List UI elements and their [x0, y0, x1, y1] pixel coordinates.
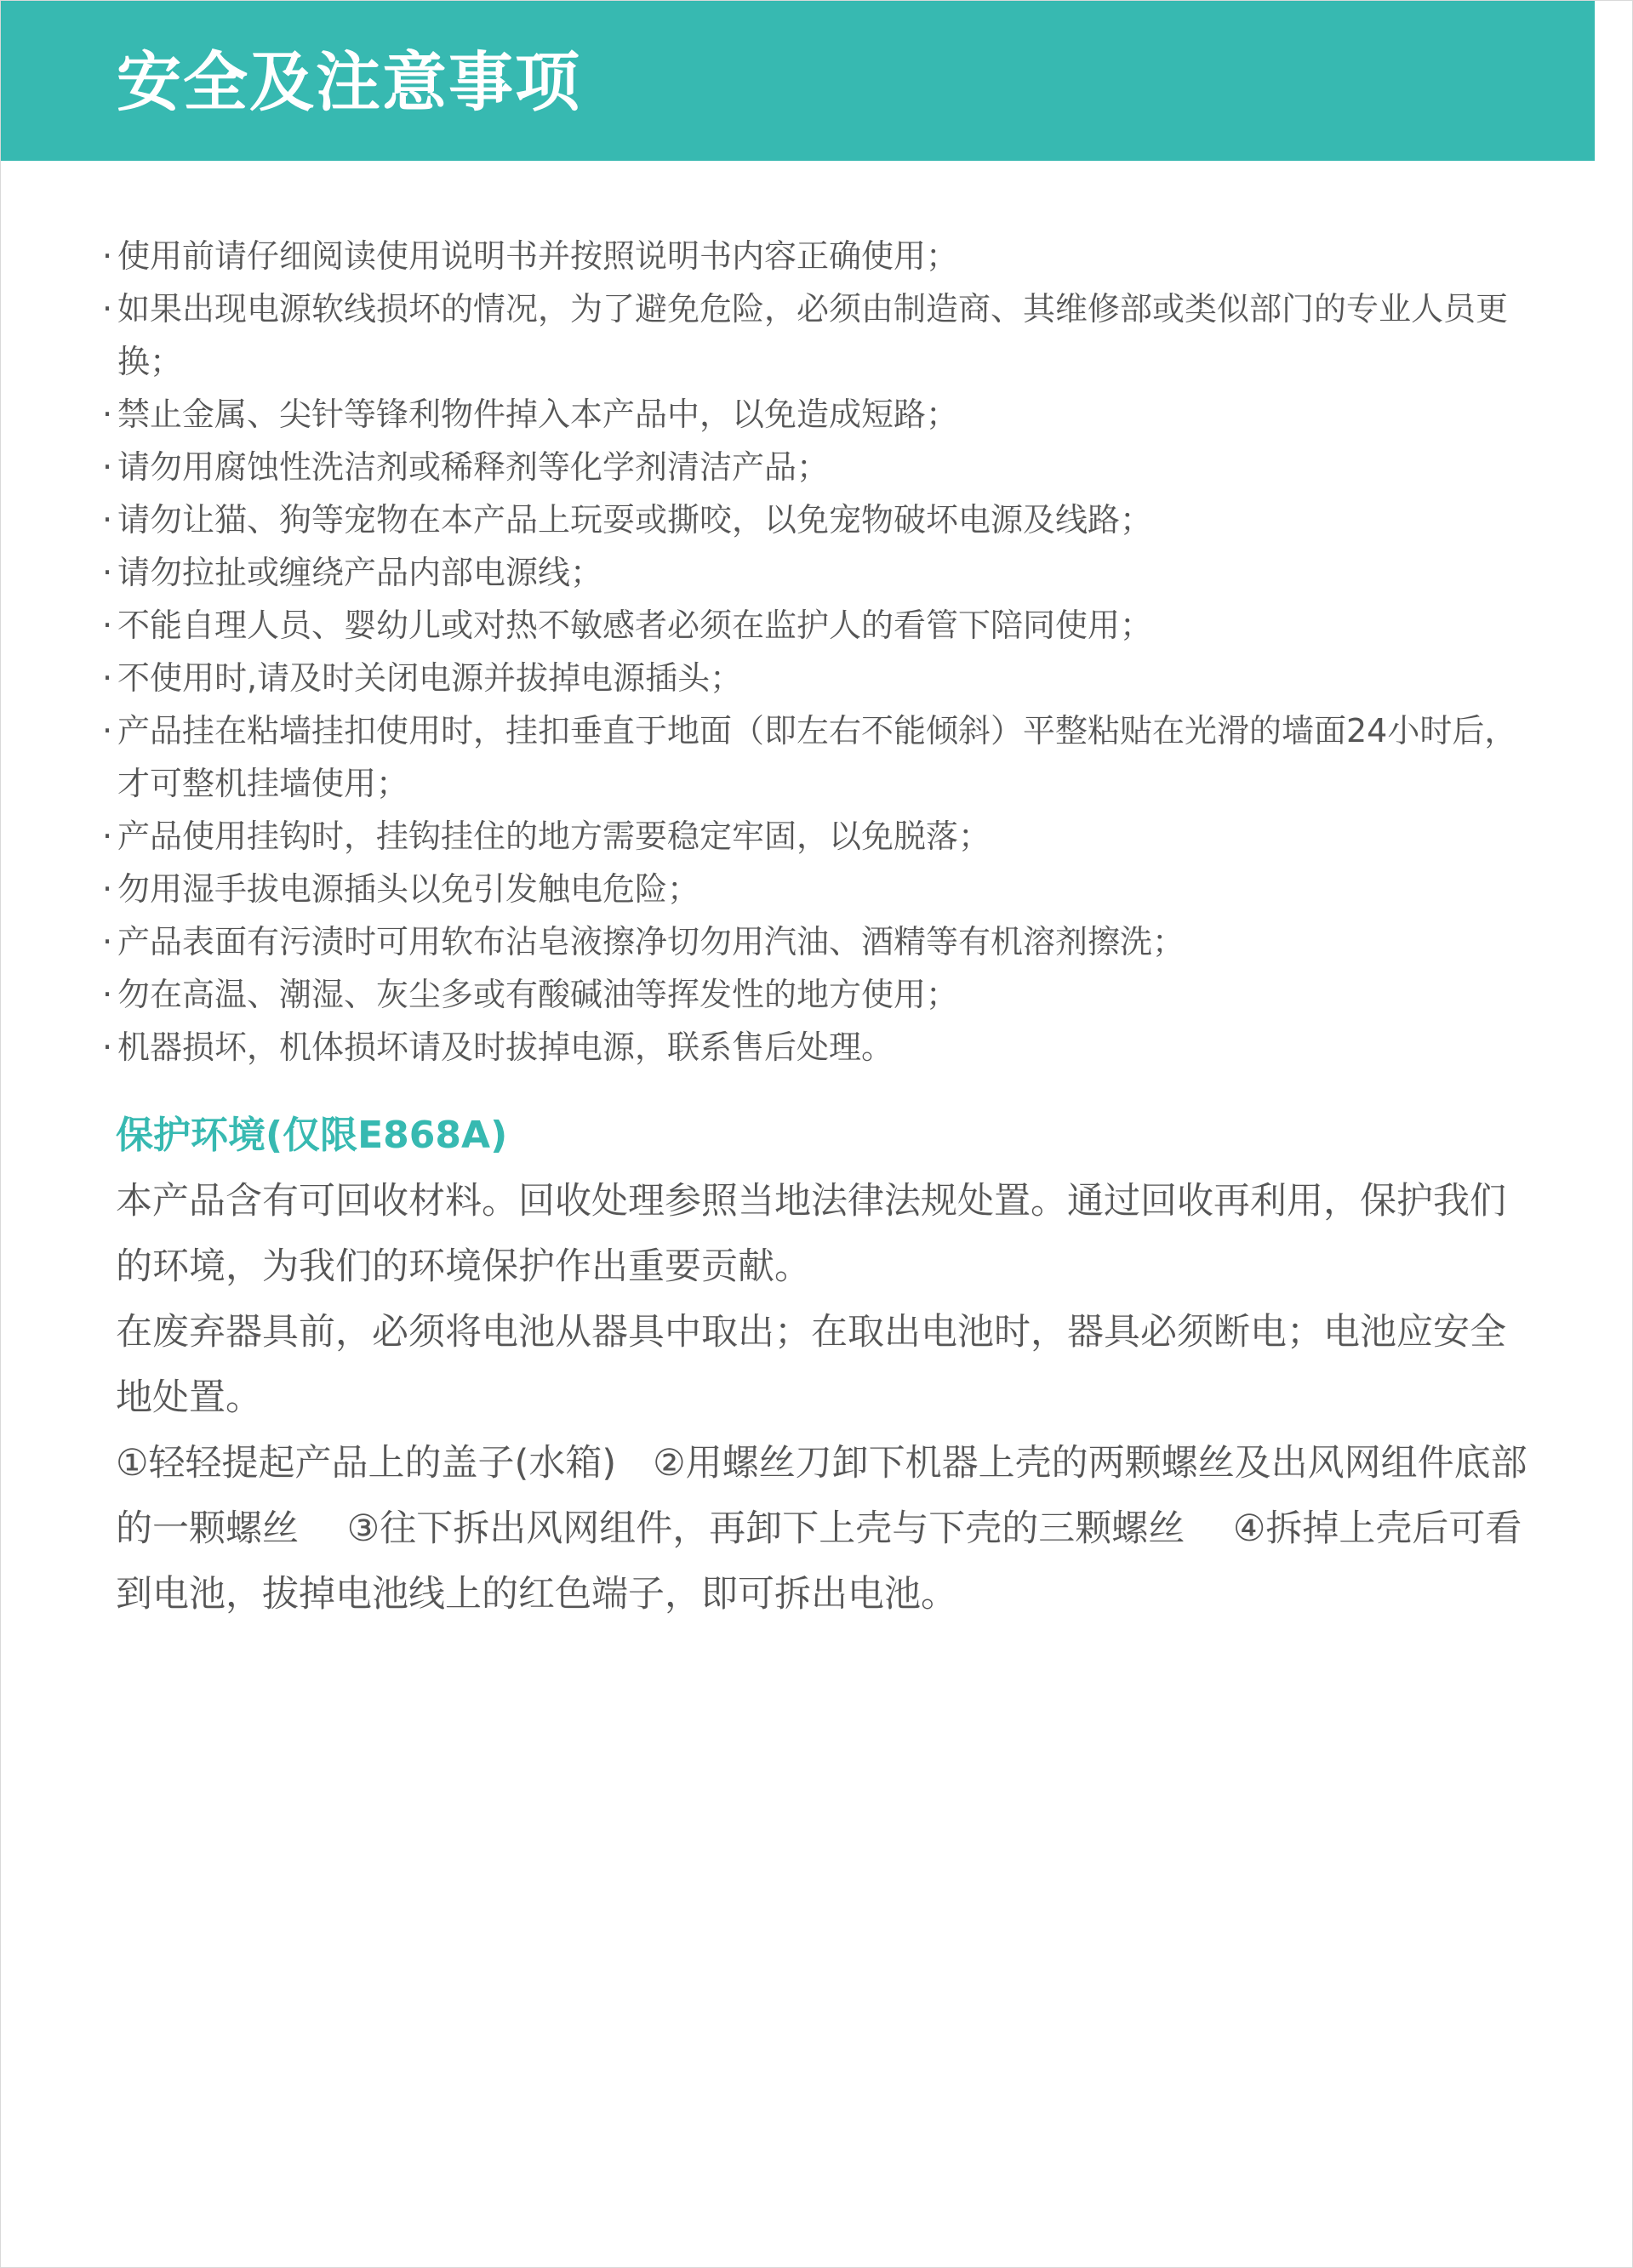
- bullet: ·: [102, 607, 113, 644]
- bullet: ·: [102, 976, 113, 1013]
- safety-item: [102, 652, 1532, 704]
- environment-title: 保护环境(仅限E868A): [116, 1114, 508, 1157]
- bullet: ·: [102, 923, 113, 960]
- safety-item-text: 产品表面有污渍时可用软布沾皂液擦净切勿用汽油、酒精等有机溶剂擦洗；: [117, 923, 1185, 960]
- bullet: ·: [102, 554, 113, 591]
- safety-item: [102, 968, 1532, 1021]
- bullet: ·: [102, 396, 113, 433]
- safety-item-text: 请勿让猫、狗等宠物在本产品上玩耍或撕咬，以免宠物破坏电源及线路；: [117, 501, 1153, 539]
- safety-item-text: 不使用时,请及时关闭电源并拔掉电源插头；: [117, 659, 743, 697]
- safety-item: [102, 599, 1532, 652]
- safety-item-text: 如果出现电源软线损坏的情况，为了避免危险，必须由制造商、其维修部或类似部门的专业人员更换；: [117, 290, 1509, 380]
- safety-item: [102, 546, 1532, 599]
- environment-section: [116, 1106, 1528, 1627]
- bullet: ·: [102, 448, 113, 486]
- safety-item: [102, 863, 1532, 915]
- safety-item-text: 机器损坏，机体损坏请及时拔掉电源，联系售后处理。: [117, 1029, 894, 1066]
- safety-item-text: 请勿用腐蚀性洗洁剂或稀释剂等化学剂清洁产品；: [117, 448, 830, 486]
- bullet: ·: [102, 870, 113, 908]
- safety-item-text: 请勿拉扯或缠绕产品内部电源线；: [117, 554, 603, 591]
- environment-paragraph: 本产品含有可回收材料。回收处理参照当地法律法规处置。通过回收再利用，保护我们的环境，为我们的环境保护作出重要贡献。: [116, 1180, 1506, 1288]
- safety-item: [102, 704, 1532, 810]
- environment-paragraph: ①轻轻提起产品上的盖子(水箱) ②用螺丝刀卸下机器上壳的两颗螺丝及出风网组件底部的一颗螺丝 ③往下拆出风网组件，再卸下上壳与下壳的三颗螺丝 ④拆掉上壳后可看到电池，拔掉电池线上的红色端子，即可拆出电池。: [116, 1442, 1527, 1616]
- bullet: ·: [102, 237, 113, 275]
- bullet: ·: [102, 818, 113, 855]
- bullet: ·: [102, 1029, 113, 1066]
- safety-item: [102, 810, 1532, 863]
- bullet: ·: [102, 659, 113, 697]
- safety-item: [102, 282, 1532, 388]
- bullet: ·: [102, 290, 113, 328]
- safety-item: [102, 388, 1532, 441]
- environment-paragraph: 在废弃器具前，必须将电池从器具中取出；在取出电池时，器具必须断电；电池应安全地处置。: [116, 1311, 1506, 1419]
- safety-item: [102, 441, 1532, 493]
- safety-list: [102, 230, 1532, 1074]
- safety-item-text: 产品挂在粘墙挂扣使用时，挂扣垂直于地面（即左右不能倾斜）平整粘贴在光滑的墙面24小时后，才可整机挂墙使用；: [117, 712, 1517, 802]
- safety-item: [102, 915, 1532, 968]
- page-title: 安全及注意事项: [117, 44, 581, 120]
- bullet: ·: [102, 501, 113, 539]
- safety-item: [102, 1021, 1532, 1074]
- safety-item-text: 勿用湿手拔电源插头以免引发触电危险；: [117, 870, 700, 908]
- safety-item-text: 产品使用挂钩时，挂钩挂住的地方需要稳定牢固，以免脱落；: [117, 818, 991, 855]
- safety-item: [102, 493, 1532, 546]
- header-bar: [1, 1, 1595, 161]
- safety-item-text: 不能自理人员、婴幼儿或对热不敏感者必须在监护人的看管下陪同使用；: [117, 607, 1153, 644]
- safety-item-text: 使用前请仔细阅读使用说明书并按照说明书内容正确使用；: [117, 237, 959, 275]
- bullet: ·: [102, 712, 113, 749]
- safety-item-text: 禁止金属、尖针等锋利物件掉入本产品中，以免造成短路；: [117, 396, 959, 433]
- safety-item-text: 勿在高温、潮湿、灰尘多或有酸碱油等挥发性的地方使用；: [117, 976, 959, 1013]
- safety-item: [102, 230, 1532, 282]
